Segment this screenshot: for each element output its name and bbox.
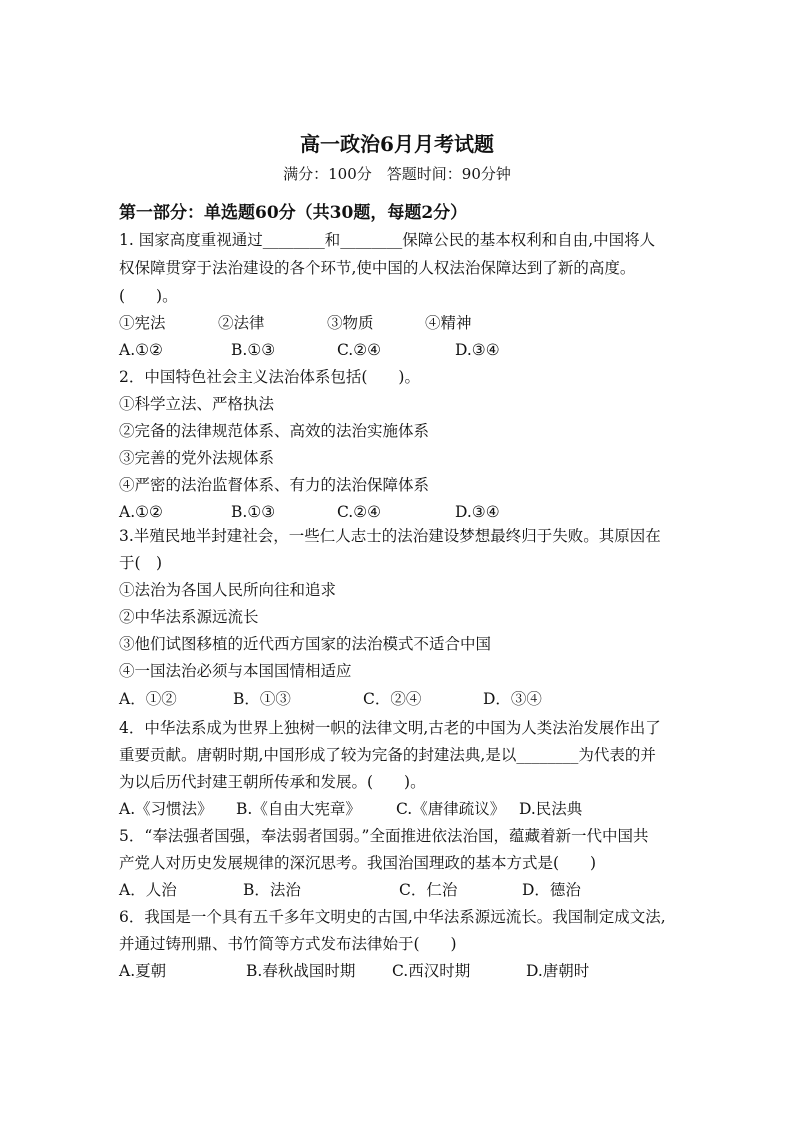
section-heading: 第一部分：单选题60分（共30题，每题2分） — [119, 203, 468, 223]
q2-option-c: C.②④ — [337, 503, 382, 521]
q5-stem-line1: 5．“奉法强者国强，奉法弱者国弱。”全面推进依法治国，蕴藏着新一代中国共 — [119, 827, 649, 845]
q6-stem-line1: 6．我国是一个具有五千多年文明史的古国,中华法系源远流长。我国制定成文法, — [119, 908, 666, 926]
q4-option-b: B.《自由大宪章》 — [236, 800, 361, 818]
q3-option-d: D．③④ — [483, 690, 542, 708]
q1-item-3: ③物质 — [327, 314, 374, 332]
q6-option-a: A.夏朝 — [119, 962, 167, 980]
q4-stem-line2: 重要贡献。唐朝时期,中国形成了较为完备的封建法典,是以________为代表的并 — [119, 746, 656, 764]
q1-option-b: B.①③ — [231, 341, 276, 359]
q2-stem: 2．中国特色社会主义法治体系包括( )。 — [119, 368, 420, 386]
q2-option-b: B.①③ — [231, 503, 276, 521]
q3-option-c: C．②④ — [363, 690, 422, 708]
page-title: 高一政治6月月考试题 — [300, 132, 494, 156]
q1-stem-line3: ( )。 — [119, 287, 178, 305]
q3-item-3: ③他们试图移植的近代西方国家的法治模式不适合中国 — [119, 635, 492, 653]
q5-option-b: B．法治 — [243, 881, 301, 899]
q4-option-a: A.《习惯法》 — [119, 800, 213, 818]
q4-option-d: D.民法典 — [519, 800, 583, 818]
q2-item-4: ④严密的法治监督体系、有力的法治保障体系 — [119, 476, 430, 494]
q3-option-b: B．①③ — [233, 690, 291, 708]
q5-option-d: D．德治 — [522, 881, 581, 899]
q1-item-1: ①宪法 — [119, 314, 166, 332]
q3-stem-line2: 于( ) — [119, 554, 163, 572]
q1-stem-line2: 权保障贯穿于法治建设的各个环节,使中国的人权法治保障达到了新的高度。 — [119, 259, 636, 277]
q4-option-c: C.《唐律疏议》 — [396, 800, 506, 818]
q1-option-a: A.①② — [119, 341, 163, 359]
q6-option-c: C.西汉时期 — [392, 962, 471, 980]
q5-option-a: A．人治 — [119, 881, 177, 899]
q2-item-3: ③完善的党外法规体系 — [119, 449, 275, 467]
q2-item-2: ②完备的法律规范体系、高效的法治实施体系 — [119, 422, 430, 440]
q5-option-c: C．仁治 — [399, 881, 458, 899]
q1-option-d: D.③④ — [455, 341, 500, 359]
q5-stem-line2: 产党人对历史发展规律的深沉思考。我国治国理政的基本方式是( ) — [119, 854, 597, 872]
q1-stem-line1: 1. 国家高度重视通过________和________保障公民的基本权利和自由,中国将人 — [119, 231, 656, 249]
q6-stem-line2: 并通过铸刑鼎、书竹简等方式发布法律始于( ) — [119, 935, 457, 953]
q4-stem-line3: 为以后历代封建王朝所传承和发展。( )。 — [119, 773, 426, 791]
q3-option-a: A．①② — [119, 690, 177, 708]
q1-item-4: ④精神 — [425, 314, 472, 332]
exam-info: 满分：100分 答题时间：90分钟 — [283, 165, 511, 183]
q3-item-4: ④一国法治必须与本国国情相适应 — [119, 662, 352, 680]
q3-item-1: ①法治为各国人民所向往和追求 — [119, 581, 337, 599]
q2-option-a: A.①② — [119, 503, 163, 521]
q1-option-c: C.②④ — [337, 341, 382, 359]
q4-stem-line1: 4．中华法系成为世界上独树一帜的法律文明,古老的中国为人类法治发展作出了 — [119, 719, 661, 737]
q6-option-d: D.唐朝时 — [526, 962, 590, 980]
q2-item-1: ①科学立法、严格执法 — [119, 395, 275, 413]
q6-option-b: B.春秋战国时期 — [246, 962, 356, 980]
q3-item-2: ②中华法系源远流长 — [119, 608, 259, 626]
q2-option-d: D.③④ — [455, 503, 500, 521]
q1-item-2: ②法律 — [218, 314, 265, 332]
q3-stem-line1: 3.半殖民地半封建社会，一些仁人志士的法治建设梦想最终归于失败。其原因在 — [119, 527, 661, 545]
